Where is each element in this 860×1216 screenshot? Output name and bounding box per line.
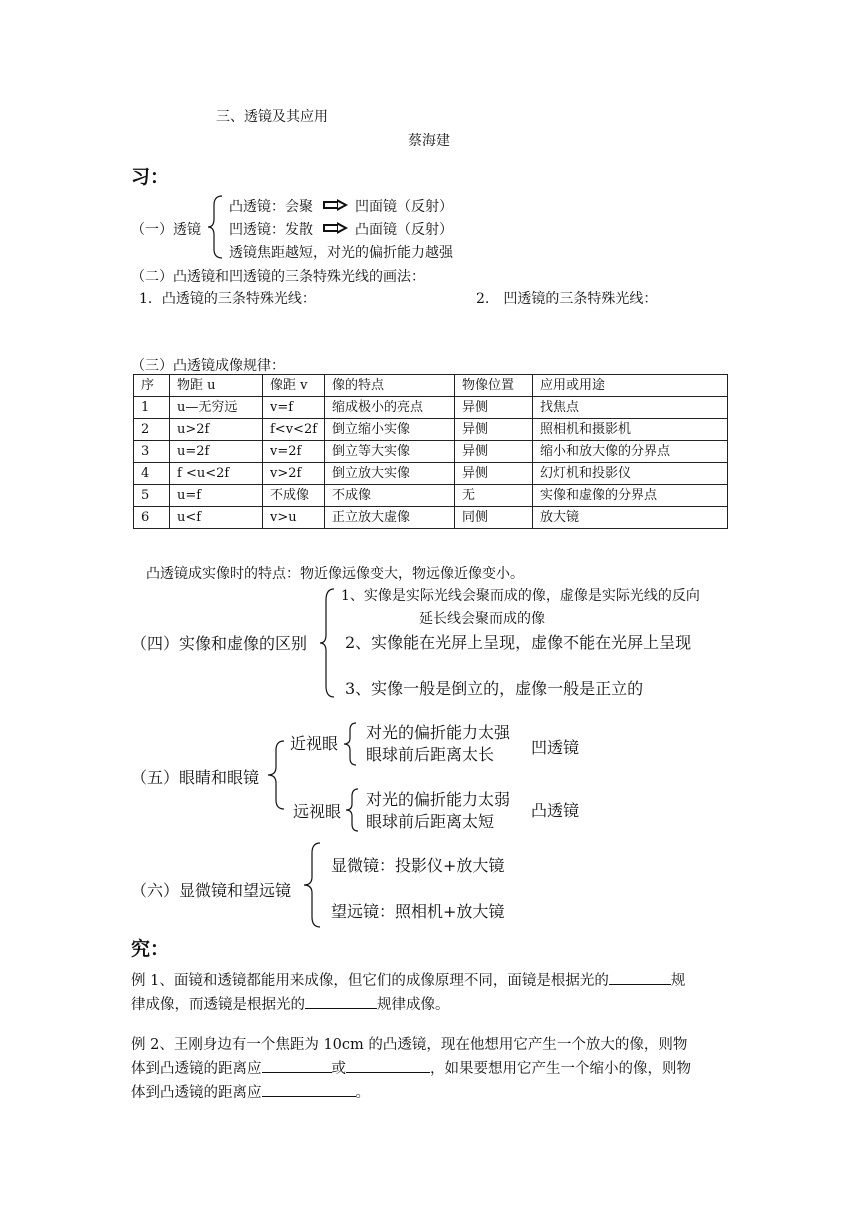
table-cell: u—无穷远 <box>170 397 263 419</box>
table-cell: 1 <box>134 397 170 419</box>
table-header: 物距 u <box>170 375 263 397</box>
hyperopia-cause-2: 眼球前后距离太短 <box>366 812 495 831</box>
table-cell: 异侧 <box>455 419 533 441</box>
example-1-text: 规律成像。 <box>377 997 450 1013</box>
example-1 <box>131 969 731 1017</box>
table-cell: u<f <box>170 507 263 529</box>
real-virtual-brace <box>320 588 336 698</box>
rays-heading: （二）凸透镜和凹透镜的三条特殊光线的画法： <box>131 269 425 285</box>
real-virtual-point-3: 3、实像一般是倒立的，虚像一般是正立的 <box>345 679 644 698</box>
eyes-brace <box>268 740 286 810</box>
table-cell: 倒立等大实像 <box>325 441 455 463</box>
concave-mirror-text: 凹面镜（反射） <box>355 199 453 215</box>
table-cell: u>2f <box>170 419 263 441</box>
answer-blank[interactable] <box>262 1082 356 1097</box>
table-cell: u=f <box>170 485 263 507</box>
table-cell: 缩小和放大像的分界点 <box>533 441 728 463</box>
telescope-text: 望远镜：照相机+放大镜 <box>331 902 505 921</box>
table-cell: f<v<2f <box>263 419 325 441</box>
myopia-cause-2: 眼球前后距离太长 <box>366 745 495 764</box>
imaging-note: 凸透镜成实像时的特点：物近像远像变大，物远像近像变小。 <box>146 566 524 582</box>
table-row <box>134 507 728 529</box>
table-cell: 幻灯机和投影仪 <box>533 463 728 485</box>
convex-mirror-text: 凸面镜（反射） <box>355 222 453 238</box>
table-cell: 倒立放大实像 <box>325 463 455 485</box>
example-2-text: 例 2、王刚身边有一个焦距为 10cm 的凸透镜，现在他想用它产生一个放大的像，则物 <box>131 1037 688 1053</box>
section-review-heading: 习： <box>131 166 170 188</box>
example-2-text: ，如果要想用它产生一个缩小的像，则物 <box>430 1061 691 1077</box>
table-row <box>134 419 728 441</box>
focal-rule-text: 透镜焦距越短，对光的偏折能力越强 <box>229 245 453 261</box>
convex-rays-item: 1．凸透镜的三条特殊光线： <box>139 291 316 307</box>
table-cell: 找焦点 <box>533 397 728 419</box>
concave-lens-text: 凹透镜：发散 <box>229 222 313 238</box>
real-virtual-label: （四）实像和虚像的区别 <box>131 634 308 653</box>
table-cell: u=2f <box>170 441 263 463</box>
table-cell: 异侧 <box>455 463 533 485</box>
microscope-text: 显微镜：投影仪+放大镜 <box>331 856 505 875</box>
lens-label: （一）透镜 <box>131 222 201 238</box>
table-cell: 4 <box>134 463 170 485</box>
example-1-text: 律成像，而透镜是根据光的 <box>131 997 305 1013</box>
concave-rays-item: 2. 凹透镜的三条特殊光线： <box>476 291 658 307</box>
table-row <box>134 441 728 463</box>
hyperopia-correction: 凸透镜 <box>531 801 580 820</box>
lens-brace <box>208 195 224 259</box>
table-cell: v=2f <box>263 441 325 463</box>
hyperopia-label: 远视眼 <box>293 802 342 821</box>
table-cell: 同侧 <box>455 507 533 529</box>
table-row <box>134 485 728 507</box>
example-2-text: 体到凸透镜的距离应 <box>131 1061 262 1077</box>
example-2-text: 体到凸透镜的距离应 <box>131 1085 262 1101</box>
real-virtual-point-1-cont: 延长线会聚而成的像 <box>419 611 545 627</box>
table-cell: v>2f <box>263 463 325 485</box>
example-2-text: 或 <box>331 1061 346 1077</box>
table-cell: 不成像 <box>325 485 455 507</box>
arrow-icon <box>323 222 349 234</box>
table-header: 物像位置 <box>455 375 533 397</box>
table-header: 像的特点 <box>325 375 455 397</box>
table-cell: 2 <box>134 419 170 441</box>
real-virtual-point-2: 2、实像能在光屏上呈现，虚像不能在光屏上呈现 <box>345 633 692 652</box>
table-row <box>134 463 728 485</box>
hyperopia-cause-1: 对光的偏折能力太弱 <box>366 790 511 809</box>
eyes-label: （五）眼睛和眼镜 <box>131 768 260 787</box>
table-cell: 放大镜 <box>533 507 728 529</box>
table-cell: v>u <box>263 507 325 529</box>
table-cell: 倒立缩小实像 <box>325 419 455 441</box>
table-cell: 不成像 <box>263 485 325 507</box>
table-cell: 实像和虚像的分界点 <box>533 485 728 507</box>
example-1-text: 规 <box>670 973 686 989</box>
answer-blank[interactable] <box>305 994 377 1009</box>
table-cell: 异侧 <box>455 397 533 419</box>
table-row <box>134 397 728 419</box>
table-header-row <box>134 375 728 397</box>
section-inquiry-heading: 究： <box>131 938 170 960</box>
table-cell: 正立放大虚像 <box>325 507 455 529</box>
imaging-heading: （三）凸透镜成像规律： <box>131 358 285 374</box>
table-header: 序 <box>134 375 170 397</box>
table-header: 应用或用途 <box>533 375 728 397</box>
answer-blank[interactable] <box>262 1058 332 1073</box>
table-cell: v=f <box>263 397 325 419</box>
example-2-text: 。 <box>355 1085 370 1101</box>
table-cell: 照相机和摄影机 <box>533 419 728 441</box>
table-cell: 6 <box>134 507 170 529</box>
instruments-brace <box>304 842 322 928</box>
table-cell: 3 <box>134 441 170 463</box>
answer-blank[interactable] <box>609 970 671 985</box>
table-cell: 异侧 <box>455 441 533 463</box>
example-1-text: 例 1、面镜和透镜都能用来成像，但它们的成像原理不同，面镜是根据光的 <box>131 973 609 989</box>
table-cell: 5 <box>134 485 170 507</box>
myopia-brace <box>344 722 358 766</box>
table-cell: 无 <box>455 485 533 507</box>
convex-lens-text: 凸透镜：会聚 <box>229 199 313 215</box>
author: 蔡海建 <box>408 133 450 149</box>
table-cell: f <u<2f <box>170 463 263 485</box>
instruments-label: （六）显微镜和望远镜 <box>131 881 292 900</box>
myopia-label: 近视眼 <box>290 734 339 753</box>
real-virtual-point-1: 1、实像是实际光线会聚而成的像，虚像是实际光线的反向 <box>341 588 700 604</box>
imaging-rules-table <box>133 374 728 529</box>
myopia-correction: 凹透镜 <box>531 738 580 757</box>
table-cell: 缩成极小的亮点 <box>325 397 455 419</box>
hyperopia-brace <box>346 788 360 832</box>
arrow-icon <box>323 199 349 211</box>
answer-blank[interactable] <box>346 1058 430 1073</box>
page-title: 三、透镜及其应用 <box>216 109 328 125</box>
myopia-cause-1: 对光的偏折能力太强 <box>366 723 511 742</box>
example-2 <box>131 1033 731 1105</box>
table-header: 像距 v <box>263 375 325 397</box>
